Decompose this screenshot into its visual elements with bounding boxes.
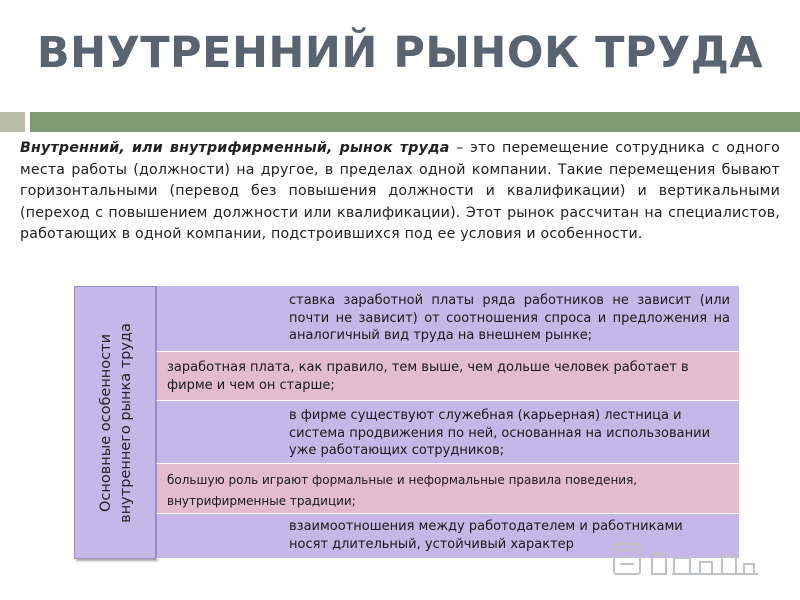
features-list [156,286,739,559]
intro-text: – это перемещение сотрудника с одного места работы (должности) на другое, в пределах одной компании. Такие перемещения бывают горизонтальными (перевод без повышения должности и квалификации) и вертикальными (переход с повышением должности или квалификации). Этот рынок рассчитан на специалистов, работающих в одной компании, подстроившихся под ее условия и особенности. [20,140,780,242]
feature-item [156,464,739,514]
title-divider-right [30,112,800,132]
feature-item-text: взаимоотношения между работодателем и работниками носят длительный, устойчивый характер [289,519,683,552]
feature-item-text: в фирме существуют служебная (карьерная) лестница и система продвижения по ней, основанная на использовании уже работающих сотрудников; [289,408,711,458]
slide-title: ВНУТРЕННИЙ РЫНОК ТРУДА [36,28,764,78]
intro-term: Внутренний, или внутрифирменный, рынок труда [20,140,450,156]
diagram-side-label-text: Основные особенности внутреннего рынка труда [98,323,134,523]
building-outline-icon [612,540,760,576]
feature-item [156,286,739,352]
feature-item [156,352,739,401]
title-divider-left [0,112,25,132]
feature-item [156,401,739,464]
features-diagram [74,286,739,559]
feature-item-text: заработная плата, как правило, тем выше, чем дольше человек работает в фирме и чем он старше; [167,360,689,393]
diagram-side-label [74,286,156,559]
intro-paragraph [20,138,780,246]
feature-item-text: большую роль играют формальные и неформальные правила поведения, внутрифирменные традиции; [167,473,638,508]
feature-item-text: ставка заработной платы ряда работников не зависит (или почти не зависит) от соотношения спроса и предложения на аналогичный вид труда на внешнем рынке; [289,293,730,343]
